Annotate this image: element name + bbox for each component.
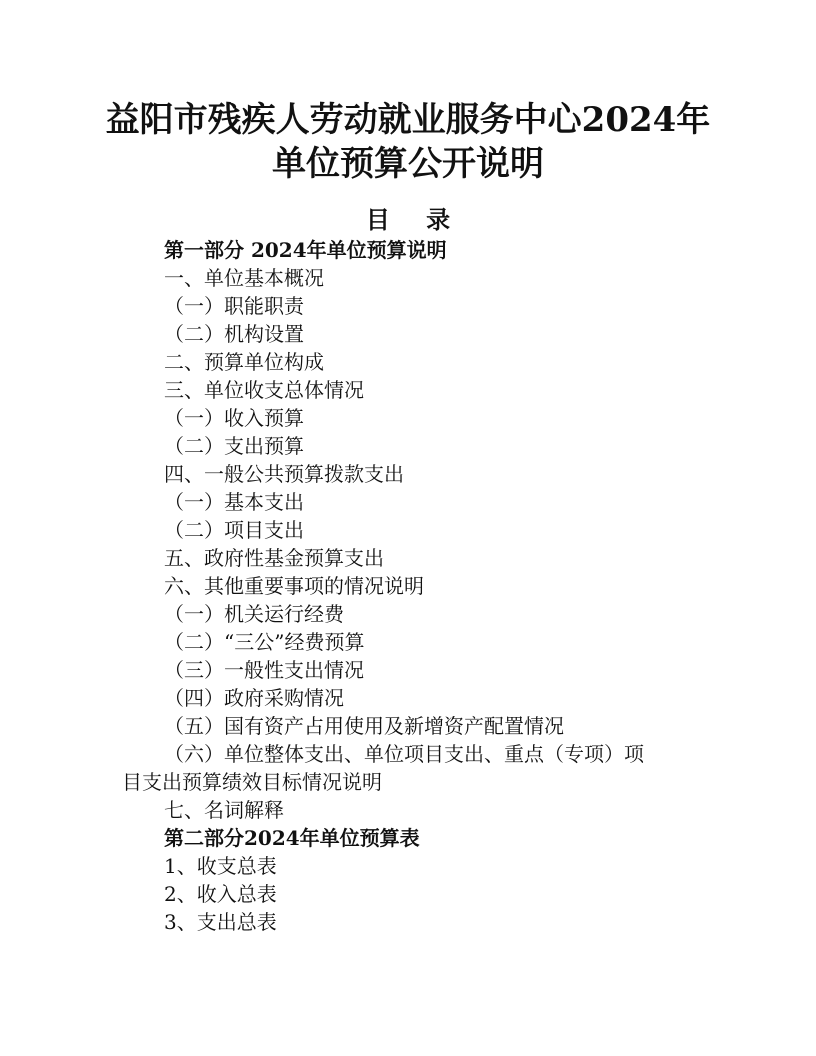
toc-item: 一、单位基本概况	[164, 266, 324, 290]
table-of-contents	[122, 236, 692, 936]
toc-item-continuation: 目支出预算绩效目标情况说明	[122, 770, 382, 794]
toc-item: （一）基本支出	[164, 490, 304, 514]
toc-item: 二、预算单位构成	[164, 350, 324, 374]
toc-part-2: 第二部分2024年单位预算表	[164, 826, 420, 850]
toc-item: 3、支出总表	[164, 910, 277, 934]
toc-item: 2、收入总表	[164, 882, 277, 906]
toc-item: （二）“三公”经费预算	[164, 630, 365, 654]
document-title-line-1: 益阳市残疾人劳动就业服务中心2024年	[105, 100, 711, 140]
document-title-line-2: 单位预算公开说明	[272, 144, 544, 184]
toc-item: 七、名词解释	[164, 798, 284, 822]
toc-item: 1、收支总表	[164, 854, 277, 878]
toc-item: 五、政府性基金预算支出	[164, 546, 384, 570]
toc-item: （五）国有资产占用使用及新增资产配置情况	[164, 714, 564, 738]
toc-item: （一）机关运行经费	[164, 602, 344, 626]
toc-item: （一）收入预算	[164, 406, 304, 430]
toc-item: 四、一般公共预算拨款支出	[164, 462, 404, 486]
toc-item: （二）项目支出	[164, 518, 304, 542]
toc-item: （二）机构设置	[164, 322, 304, 346]
toc-item: （三）一般性支出情况	[164, 658, 364, 682]
toc-item: （一）职能职责	[164, 294, 304, 318]
toc-heading: 目 录	[365, 205, 465, 234]
toc-item: 六、其他重要事项的情况说明	[164, 574, 424, 598]
toc-part-1: 第一部分 2024年单位预算说明	[164, 238, 447, 262]
toc-item: （六）单位整体支出、单位项目支出、重点（专项）项	[164, 742, 644, 766]
toc-item: 三、单位收支总体情况	[164, 378, 364, 402]
toc-item: （二）支出预算	[164, 434, 304, 458]
toc-item: （四）政府采购情况	[164, 686, 344, 710]
